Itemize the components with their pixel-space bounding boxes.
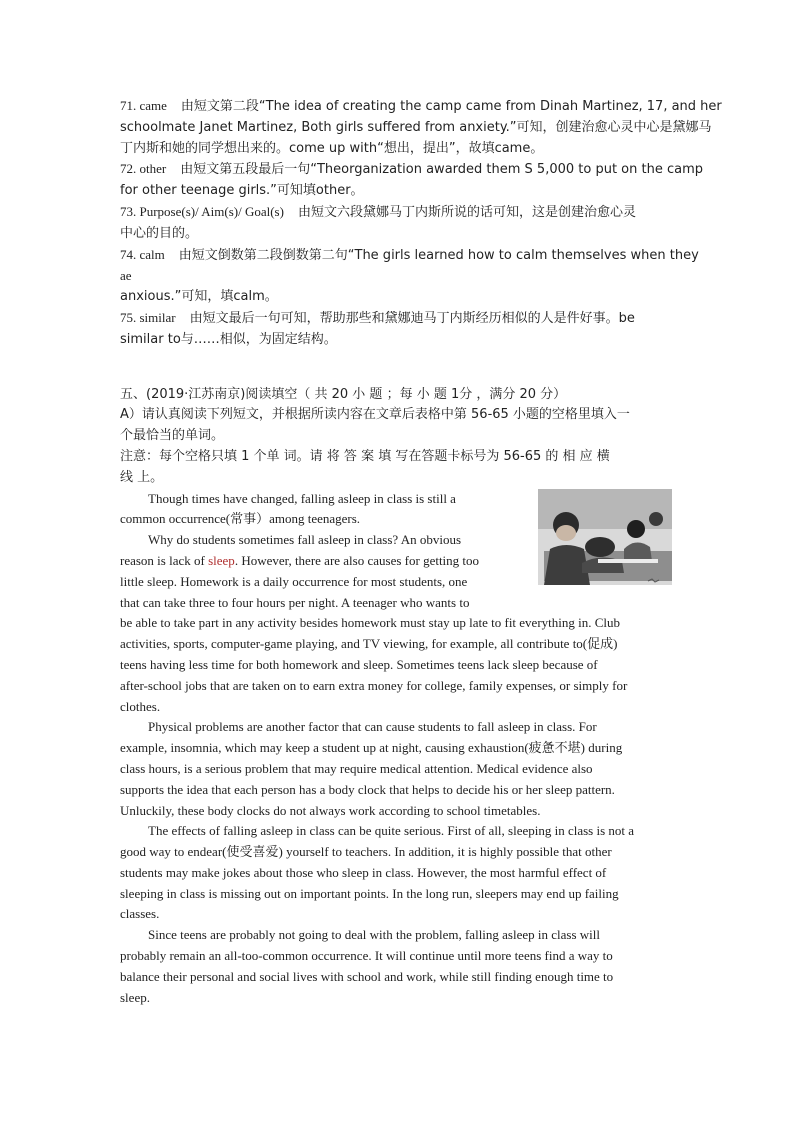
answer-number: 74. calm — [120, 246, 165, 262]
answer-73 — [120, 202, 672, 245]
answer-text: 由短文倒数第二段倒数第二句“The girls learned how to calm themselves when they — [178, 247, 699, 263]
highlighted-word: sleep — [208, 552, 235, 568]
paragraph-4: The effects of falling asleep in class can be quite serious. First of all, sleeping in class is not a good way to endear(使受喜爱) yourself to teachers. In addition, it is highly possible that other students may make jokes about those who sleep in class. However, the most harmful effect of sleeping in class is missing out on important points. In the long run, sleepers may end up failing classes. — [120, 823, 635, 922]
answer-text: 由短文六段黛娜马丁内斯所说的话可知，这是创建治愈心灵 — [297, 204, 636, 220]
answer-text: schoolmate Janet Martinez, Both girls suffered from anxiety.”可知，创建治愈心灵中心是黛娜马 — [120, 119, 712, 135]
answer-71 — [120, 96, 722, 159]
instruction-line: 个最恰当的单词。 — [120, 428, 225, 444]
answer-text: anxious.”可知，填calm。 — [120, 289, 278, 305]
reading-passage — [120, 489, 672, 1009]
note-line: 线 上。 — [120, 469, 164, 485]
answer-text: 由短文第五段最后一句“Theorganization awarded them S 5,000 to put on the camp — [180, 162, 703, 178]
answer-number: 71. came — [120, 98, 167, 113]
answer-number: 73. Purpose(s)/ Aim(s)/ Goal(s) — [120, 203, 284, 219]
answer-72 — [120, 159, 703, 202]
answer-text: similar to与……相似，为固定结构。 — [120, 331, 337, 347]
paragraph-5: Since teens are probably not going to deal with the problem, falling asleep in class will probably remain an all-too-common occurrence. It will continue until more teens find a way to balance their personal and social lives with school and work, while still finding enough time to sleep. — [120, 927, 614, 1005]
students-sleeping-image — [538, 489, 672, 585]
section-heading: 五、(2019·江苏南京)阅读填空（ 共 20 小 题 ；每 小 题 1分 ，满分 20 分） — [120, 386, 567, 402]
answer-text: 由短文第二段“The idea of creating the camp came from Dinah Martinez, 17, and her — [180, 99, 722, 114]
answer-74 — [120, 245, 699, 308]
answer-number: 75. similar — [120, 309, 176, 325]
paragraph-1: Though times have changed, falling asleep in class is still a common occurrence(常事）among teenagers. — [120, 490, 456, 527]
instruction-line: A）请认真阅读下列短文，并根据所读内容在文章后表格中第 56-65 小题的空格里填入一 — [120, 407, 630, 423]
paragraph-2: Why do students sometimes fall asleep in class? An obvious reason is lack of sleep. However, there are also causes for getting too little sleep. Homework is a daily occurrence for most students, one that can take three to four hours per night. A teenager who wants to be able to take part in any activity besides homework must stay up late to fit everything in. Club activities, sports, computer-game playing, and TV viewing, for example, all contribute to(促成) teens having less time for both homework and sleep. Sometimes teens lack sleep because of after-school jobs that are taken on to earn extra money for college, family expenses, or simply for clothes. — [120, 532, 628, 714]
answer-number: 72. other — [120, 161, 167, 177]
answer-text: ae — [120, 268, 132, 284]
answer-text: 中心的目的。 — [120, 225, 199, 241]
answer-text: 由短文最后一句可知，帮助那些和黛娜迪马丁内斯经历相似的人是件好事。be — [189, 310, 635, 326]
answer-text: 丁内斯和她的同学想出来的。come up with“想出，提出”，故填came。 — [120, 140, 544, 156]
note-line: 注意：每个空格只填 1 个单 词。请 将 答 案 填 写在答题卡标号为 56-65 的 相 应 横 — [120, 448, 610, 464]
answer-75 — [120, 308, 672, 351]
paragraph-3: Physical problems are another factor that can cause students to fall asleep in class. For example, insomnia, which may keep a student up at night, causing exhaustion(疲惫不堪) during class hours, is a serious problem that may require medical attention. Medical evidence also supports the idea that each person has a body clock that helps to decide his or her sleep pattern. Unluckily, these body clocks do not always work according to school timetables. — [120, 719, 623, 818]
document-page — [120, 96, 722, 1008]
answer-text: for other teenage girls.”可知填other。 — [120, 183, 364, 199]
classroom-photo — [538, 489, 672, 585]
